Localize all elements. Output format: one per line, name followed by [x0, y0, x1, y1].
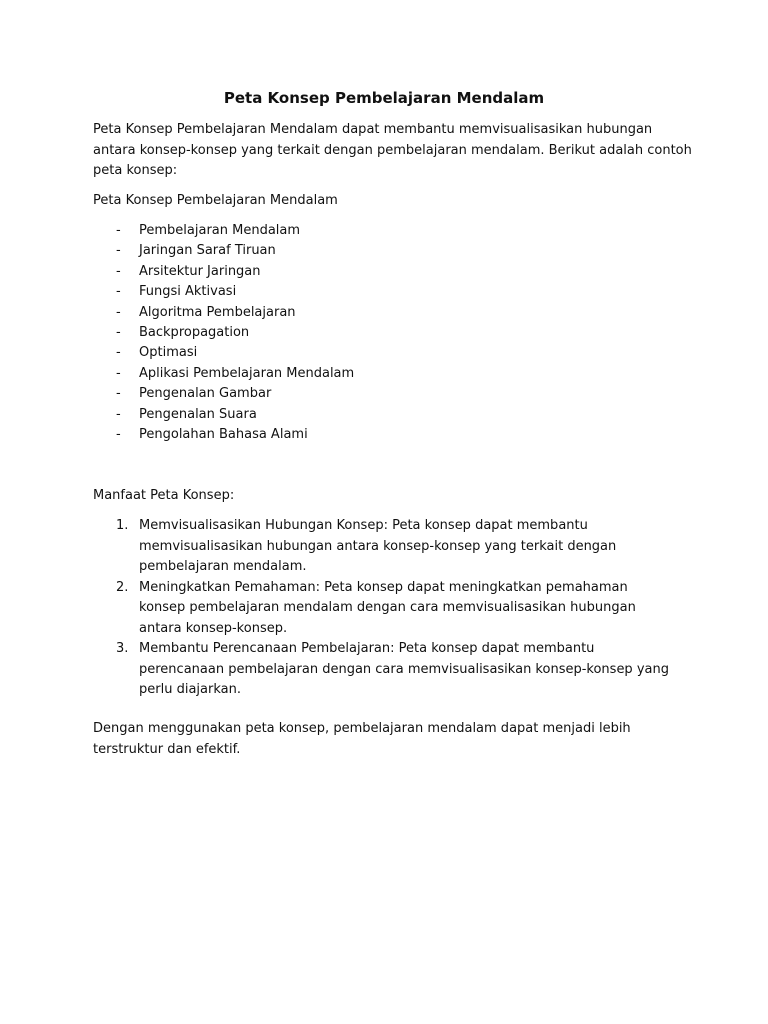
benefits-heading: Manfaat Peta Konsep:: [93, 488, 235, 503]
concept-list-item: [93, 323, 653, 343]
concept-text: Pengenalan Gambar: [139, 386, 272, 402]
concept-text: Optimasi: [139, 345, 198, 361]
concept-list-item: [93, 262, 653, 282]
document-title: Peta Konsep Pembelajaran Mendalam: [223, 89, 545, 107]
benefit-list-item: [93, 639, 673, 701]
concept-list: [93, 221, 653, 445]
dash-bullet: -: [116, 243, 121, 259]
dash-bullet: -: [116, 263, 121, 279]
concept-list-item: [93, 384, 653, 404]
concept-text: Aplikasi Pembelajaran Mendalam: [139, 365, 355, 381]
concept-text: Backpropagation: [139, 325, 250, 341]
concept-list-item: [93, 343, 653, 363]
dash-bullet: -: [116, 304, 121, 320]
concept-list-item: [93, 241, 653, 261]
dash-bullet: -: [116, 427, 121, 443]
dash-bullet: -: [116, 325, 121, 341]
list-number: 3.: [116, 641, 129, 656]
list-number: 1.: [116, 518, 129, 533]
concept-map-heading: Peta Konsep Pembelajaran Mendalam: [93, 193, 338, 208]
dash-bullet: -: [116, 345, 121, 361]
dash-bullet: -: [116, 406, 121, 422]
concept-list-item: [93, 303, 653, 323]
dash-bullet: -: [116, 284, 121, 300]
concept-list-item: [93, 364, 653, 384]
dash-bullet: -: [116, 365, 121, 381]
concept-text: Pengenalan Suara: [139, 406, 257, 422]
concept-list-item: [93, 425, 653, 445]
benefit-list-item: [93, 578, 673, 640]
dash-bullet: -: [116, 386, 121, 402]
concept-text: Fungsi Aktivasi: [139, 284, 237, 300]
benefit-list-item: [93, 516, 673, 578]
concept-text: Jaringan Saraf Tiruan: [139, 243, 276, 259]
list-number: 2.: [116, 579, 129, 595]
concept-text: Arsitektur Jaringan: [139, 263, 261, 279]
benefit-text: Memvisualisasikan Hubungan Konsep: Peta konsep dapat membantu memvisualisasikan hubungan antara konsep-konsep yang terkait dengan pembelajaran mendalam.: [139, 518, 617, 574]
dash-bullet: -: [116, 223, 121, 238]
benefit-text: Membantu Perencanaan Pembelajaran: Peta konsep dapat membantu perencanaan pembelajaran dengan cara memvisualisasikan konsep-konsep yang perlu diajarkan.: [139, 641, 669, 697]
concept-list-item: [93, 282, 653, 302]
concept-list-item: [93, 405, 653, 425]
concept-text: Pengolahan Bahasa Alami: [139, 427, 308, 443]
concept-text: Pembelajaran Mendalam: [139, 223, 301, 238]
concept-list-item: [93, 221, 653, 241]
closing-paragraph: Dengan menggunakan peta konsep, pembelajaran mendalam dapat menjadi lebih terstruktur dan efektif.: [93, 721, 631, 757]
benefits-list: [93, 516, 673, 701]
intro-paragraph: Peta Konsep Pembelajaran Mendalam dapat membantu memvisualisasikan hubungan antara konsep-konsep yang terkait dengan pembelajaran mendalam. Berikut adalah contoh peta konsep:: [93, 122, 692, 178]
benefit-text: Meningkatkan Pemahaman: Peta konsep dapat meningkatkan pemahaman konsep pembelajaran mendalam dengan cara memvisualisasikan hubungan antara konsep-konsep.: [139, 579, 636, 636]
concept-text: Algoritma Pembelajaran: [139, 304, 296, 320]
